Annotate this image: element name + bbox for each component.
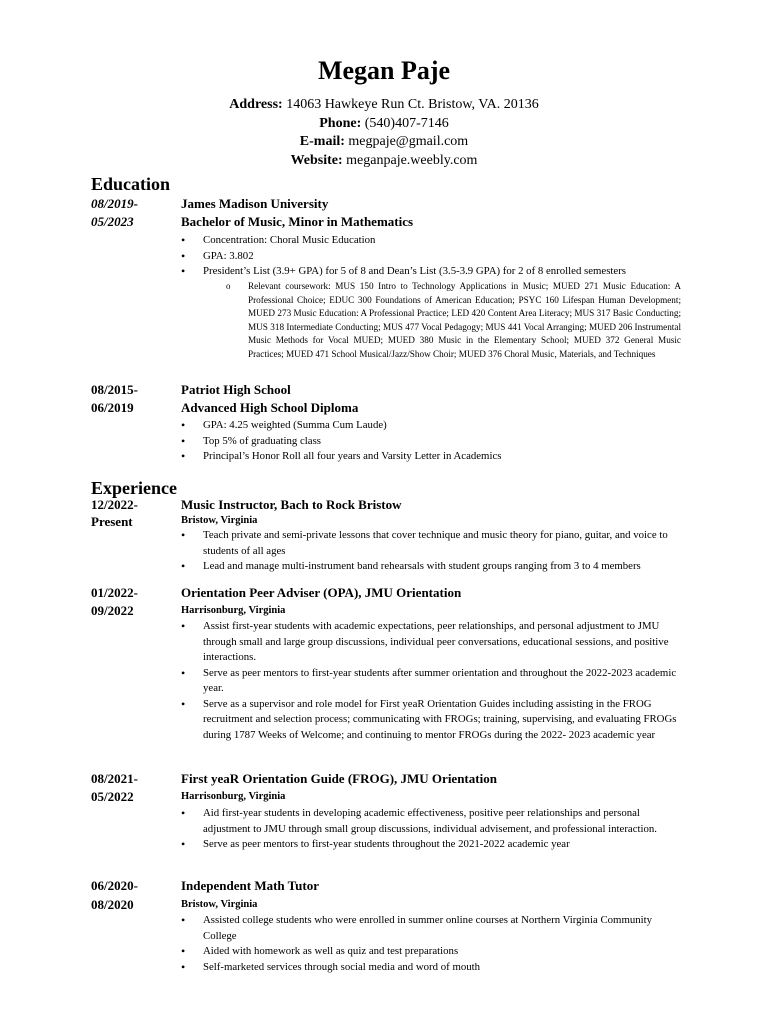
exp-bach-title: Music Instructor, Bach to Rock Bristow <box>181 497 402 512</box>
edu-phs-school: Patriot High School <box>181 382 291 397</box>
exp-frog-date-start: 08/2021- <box>91 771 138 786</box>
website-label: Website: <box>290 152 343 168</box>
exp-frog-date-end: 05/2022 <box>91 789 134 804</box>
edu-jmu-date-end: 05/2023 <box>91 214 134 229</box>
list-item: • GPA: 3.802 <box>181 249 681 265</box>
resume-name: Megan Paje <box>317 56 451 85</box>
list-item: • Assisted college students who were enrolled in summer online courses at Northern Virginia Community College <box>181 913 681 944</box>
list-item: • Aided with homework as well as quiz and test preparations <box>181 944 681 960</box>
list-item: • Teach private and semi-private lessons that cover technique and music theory for piano, guitar, and voice to students of all ages <box>181 528 681 559</box>
exp-opa-date-start: 01/2022- <box>91 585 138 600</box>
email-line <box>0 133 768 152</box>
email-value[interactable]: megpaje@gmail.com <box>348 134 469 149</box>
exp-opa-bullets <box>181 619 681 743</box>
website-line <box>0 152 768 171</box>
experience-heading: Experience <box>91 478 177 498</box>
edu-phs-date-start: 08/2015- <box>91 382 138 397</box>
edu-jmu-school: James Madison University <box>181 196 329 211</box>
list-item: • Assist first-year students with academic expectations, peer relationships, and personal adjustment to JMU through small and large group discussions, individual peer conversations, educational sessions, and positive interactions. <box>181 619 681 666</box>
list-item: • President’s List (3.9+ GPA) for 5 of 8 and Dean’s List (3.5-3.9 GPA) for 2 of 8 enrolled semesters <box>181 264 681 280</box>
contact-block <box>0 96 768 170</box>
edu-jmu-date-start: 08/2019- <box>91 196 138 211</box>
exp-tutor-location: Bristow, Virginia <box>181 899 258 910</box>
list-item: • Serve as peer mentors to first-year students after summer orientation and throughout the 2022-2023 academic year. <box>181 666 681 697</box>
edu-phs-degree: Advanced High School Diploma <box>181 400 359 415</box>
list-item: • Serve as a supervisor and role model for First yeaR Orientation Guides including assisting in the FROG recruitment and selection process; communicating with FROGs; training, supervising, and evaluating FROGs during 1787 Weeks of Welcome; and continuing to mentor FROGs during the 2022- 2023 academic year <box>181 697 681 744</box>
list-item: • Principal’s Honor Roll all four years and Varsity Letter in Academics <box>181 449 681 465</box>
phone-line <box>0 115 768 134</box>
phone-label: Phone: <box>319 115 362 131</box>
exp-tutor-date-start: 06/2020- <box>91 878 138 893</box>
address-value: 14063 Hawkeye Run Ct. Bristow, VA. 20136 <box>286 97 539 112</box>
exp-tutor-date-end: 08/2020 <box>91 897 134 912</box>
exp-opa-title: Orientation Peer Adviser (OPA), JMU Orientation <box>181 585 462 600</box>
exp-bach-date-end: Present <box>91 514 133 529</box>
exp-bach-bullets <box>181 528 681 575</box>
email-label: E-mail: <box>299 134 345 149</box>
coursework-item: o Relevant coursework: MUS 150 Intro to Technology Applications in Music; MUED 271 Music Education: A Professional Choice; EDUC 300 Foundations of American Education; PSYC 160 Lifespan Human Development; MUED 273 Music Education: A Professional Practice; LED 420 Content Area Literacy; MUS 317 Basic Conducting; MUS 318 Intermediate Conducting; MUS 477 Vocal Pedagogy; MUS 441 Vocal Arranging; MUED 206 Instrumental Music Methods for Vocal MUED; MUED 380 Music in the Elementary School; MUED 372 General Music Practices; MUED 471 School Musical/Jazz/Show Choir; MUED 376 Choral Music, Materials, and Techniques <box>226 280 681 361</box>
exp-tutor-bullets <box>181 913 681 975</box>
address-line <box>0 96 768 115</box>
edu-phs-bullets <box>181 418 681 465</box>
address-label: Address: <box>229 97 283 112</box>
website-value[interactable]: meganpaje.weebly.com <box>346 152 478 168</box>
list-item: • Aid first-year students in developing academic effectiveness, positive peer relationships and personal adjustment to JMU through small group discussions, individual advisement, and professional interaction. <box>181 806 681 837</box>
list-item: • Self-marketed services through social media and word of mouth <box>181 960 681 976</box>
exp-opa-location: Harrisonburg, Virginia <box>181 605 286 616</box>
list-item: • Lead and manage multi-instrument band rehearsals with student groups ranging from 3 to 4 members <box>181 559 681 575</box>
edu-jmu-degree: Bachelor of Music, Minor in Mathematics <box>181 214 414 229</box>
exp-bach-date-start: 12/2022- <box>91 497 138 512</box>
edu-jmu-coursework <box>226 280 681 361</box>
edu-phs-date-end: 06/2019 <box>91 400 134 415</box>
exp-frog-bullets <box>181 806 681 853</box>
exp-frog-location: Harrisonburg, Virginia <box>181 791 286 802</box>
list-item: • Serve as peer mentors to first-year students throughout the 2021-2022 academic year <box>181 837 681 853</box>
education-heading: Education <box>91 174 171 194</box>
exp-opa-date-end: 09/2022 <box>91 603 134 618</box>
edu-jmu-bullets <box>181 233 681 280</box>
list-item: • Concentration: Choral Music Education <box>181 233 681 249</box>
phone-value: (540)407-7146 <box>364 115 449 131</box>
exp-tutor-title: Independent Math Tutor <box>181 878 319 893</box>
list-item: • Top 5% of graduating class <box>181 434 681 450</box>
exp-frog-title: First yeaR Orientation Guide (FROG), JMU Orientation <box>181 771 497 786</box>
list-item: • GPA: 4.25 weighted (Summa Cum Laude) <box>181 418 681 434</box>
exp-bach-location: Bristow, Virginia <box>181 515 258 526</box>
